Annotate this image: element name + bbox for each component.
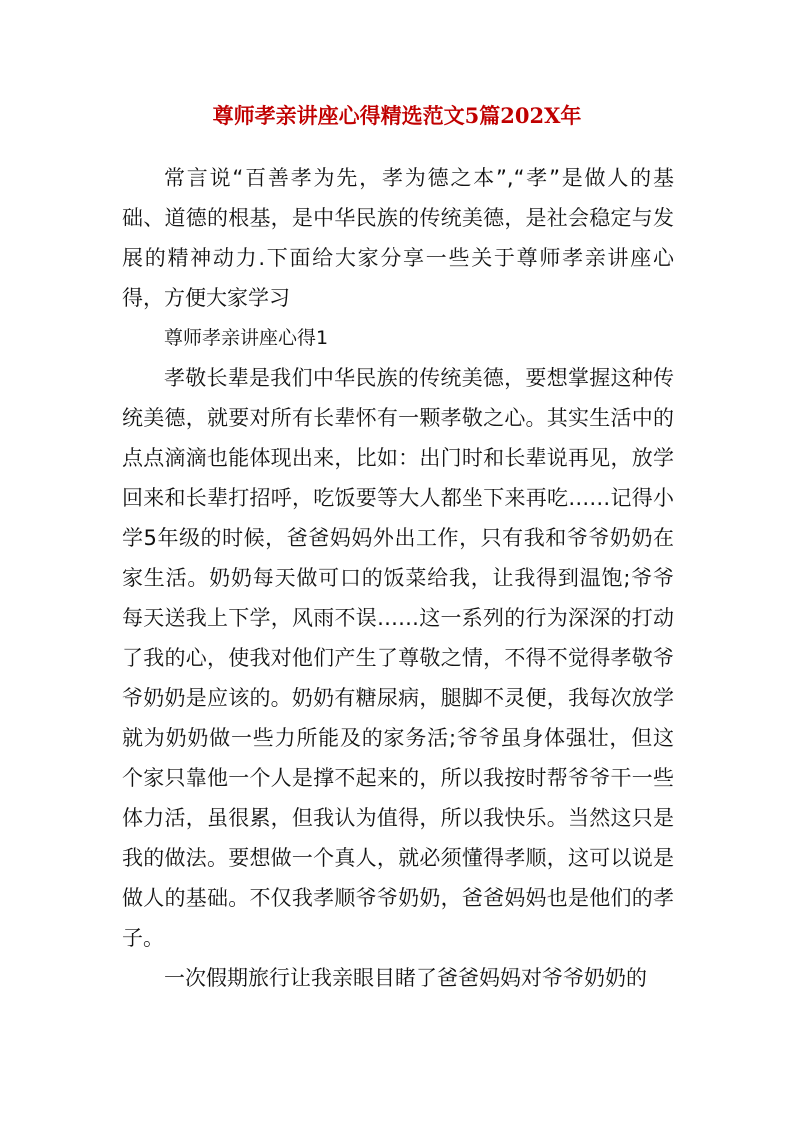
intro-paragraph: 常言说“百善孝为先，孝为德之本”,“孝”是做人的基础、道德的根基，是中华民族的传统美德，是社会稳定与发展的精神动力.下面给大家分享一些关于尊师孝亲讲座心得，方便大家学习 xyxy=(122,166,674,310)
document-body xyxy=(122,158,674,998)
body-paragraph-2: 一次假期旅行让我亲眼目睹了爸爸妈妈对爷爷奶奶的 xyxy=(164,966,647,990)
body-paragraph-1: 孝敬长辈是我们中华民族的传统美德，要想掌握这种传统美德，就要对所有长辈怀有一颗孝敬之心。其实生活中的点点滴滴也能体现出来，比如：出门时和长辈说再见，放学回来和长辈打招呼，吃饭要等大人都坐下来再吃……记得小学5年级的时候，爸爸妈妈外出工作，只有我和爷爷奶奶在家生活。奶奶每天做可口的饭菜给我，让我得到温饱;爷爷每天送我上下学，风雨不误……这一系列的行为深深的打动了我的心，使我对他们产生了尊敬之情，不得不觉得孝敬爷爷奶奶是应该的。奶奶有糖尿病，腿脚不灵便，我每次放学就为奶奶做一些力所能及的家务活;爷爷虽身体强壮，但这个家只靠他一个人是撑不起来的，所以我按时帮爷爷干一些体力活，虽很累，但我认为值得，所以我快乐。当然这只是我的做法。要想做一个真人，就必须懂得孝顺，这可以说是做人的基础。不仅我孝顺爷爷奶奶，爸爸妈妈也是他们的孝子。 xyxy=(122,366,674,950)
document-title: 尊师孝亲讲座心得精选范文5篇202X年 xyxy=(212,103,582,128)
section-heading-1: 尊师孝亲讲座心得1 xyxy=(164,327,329,349)
